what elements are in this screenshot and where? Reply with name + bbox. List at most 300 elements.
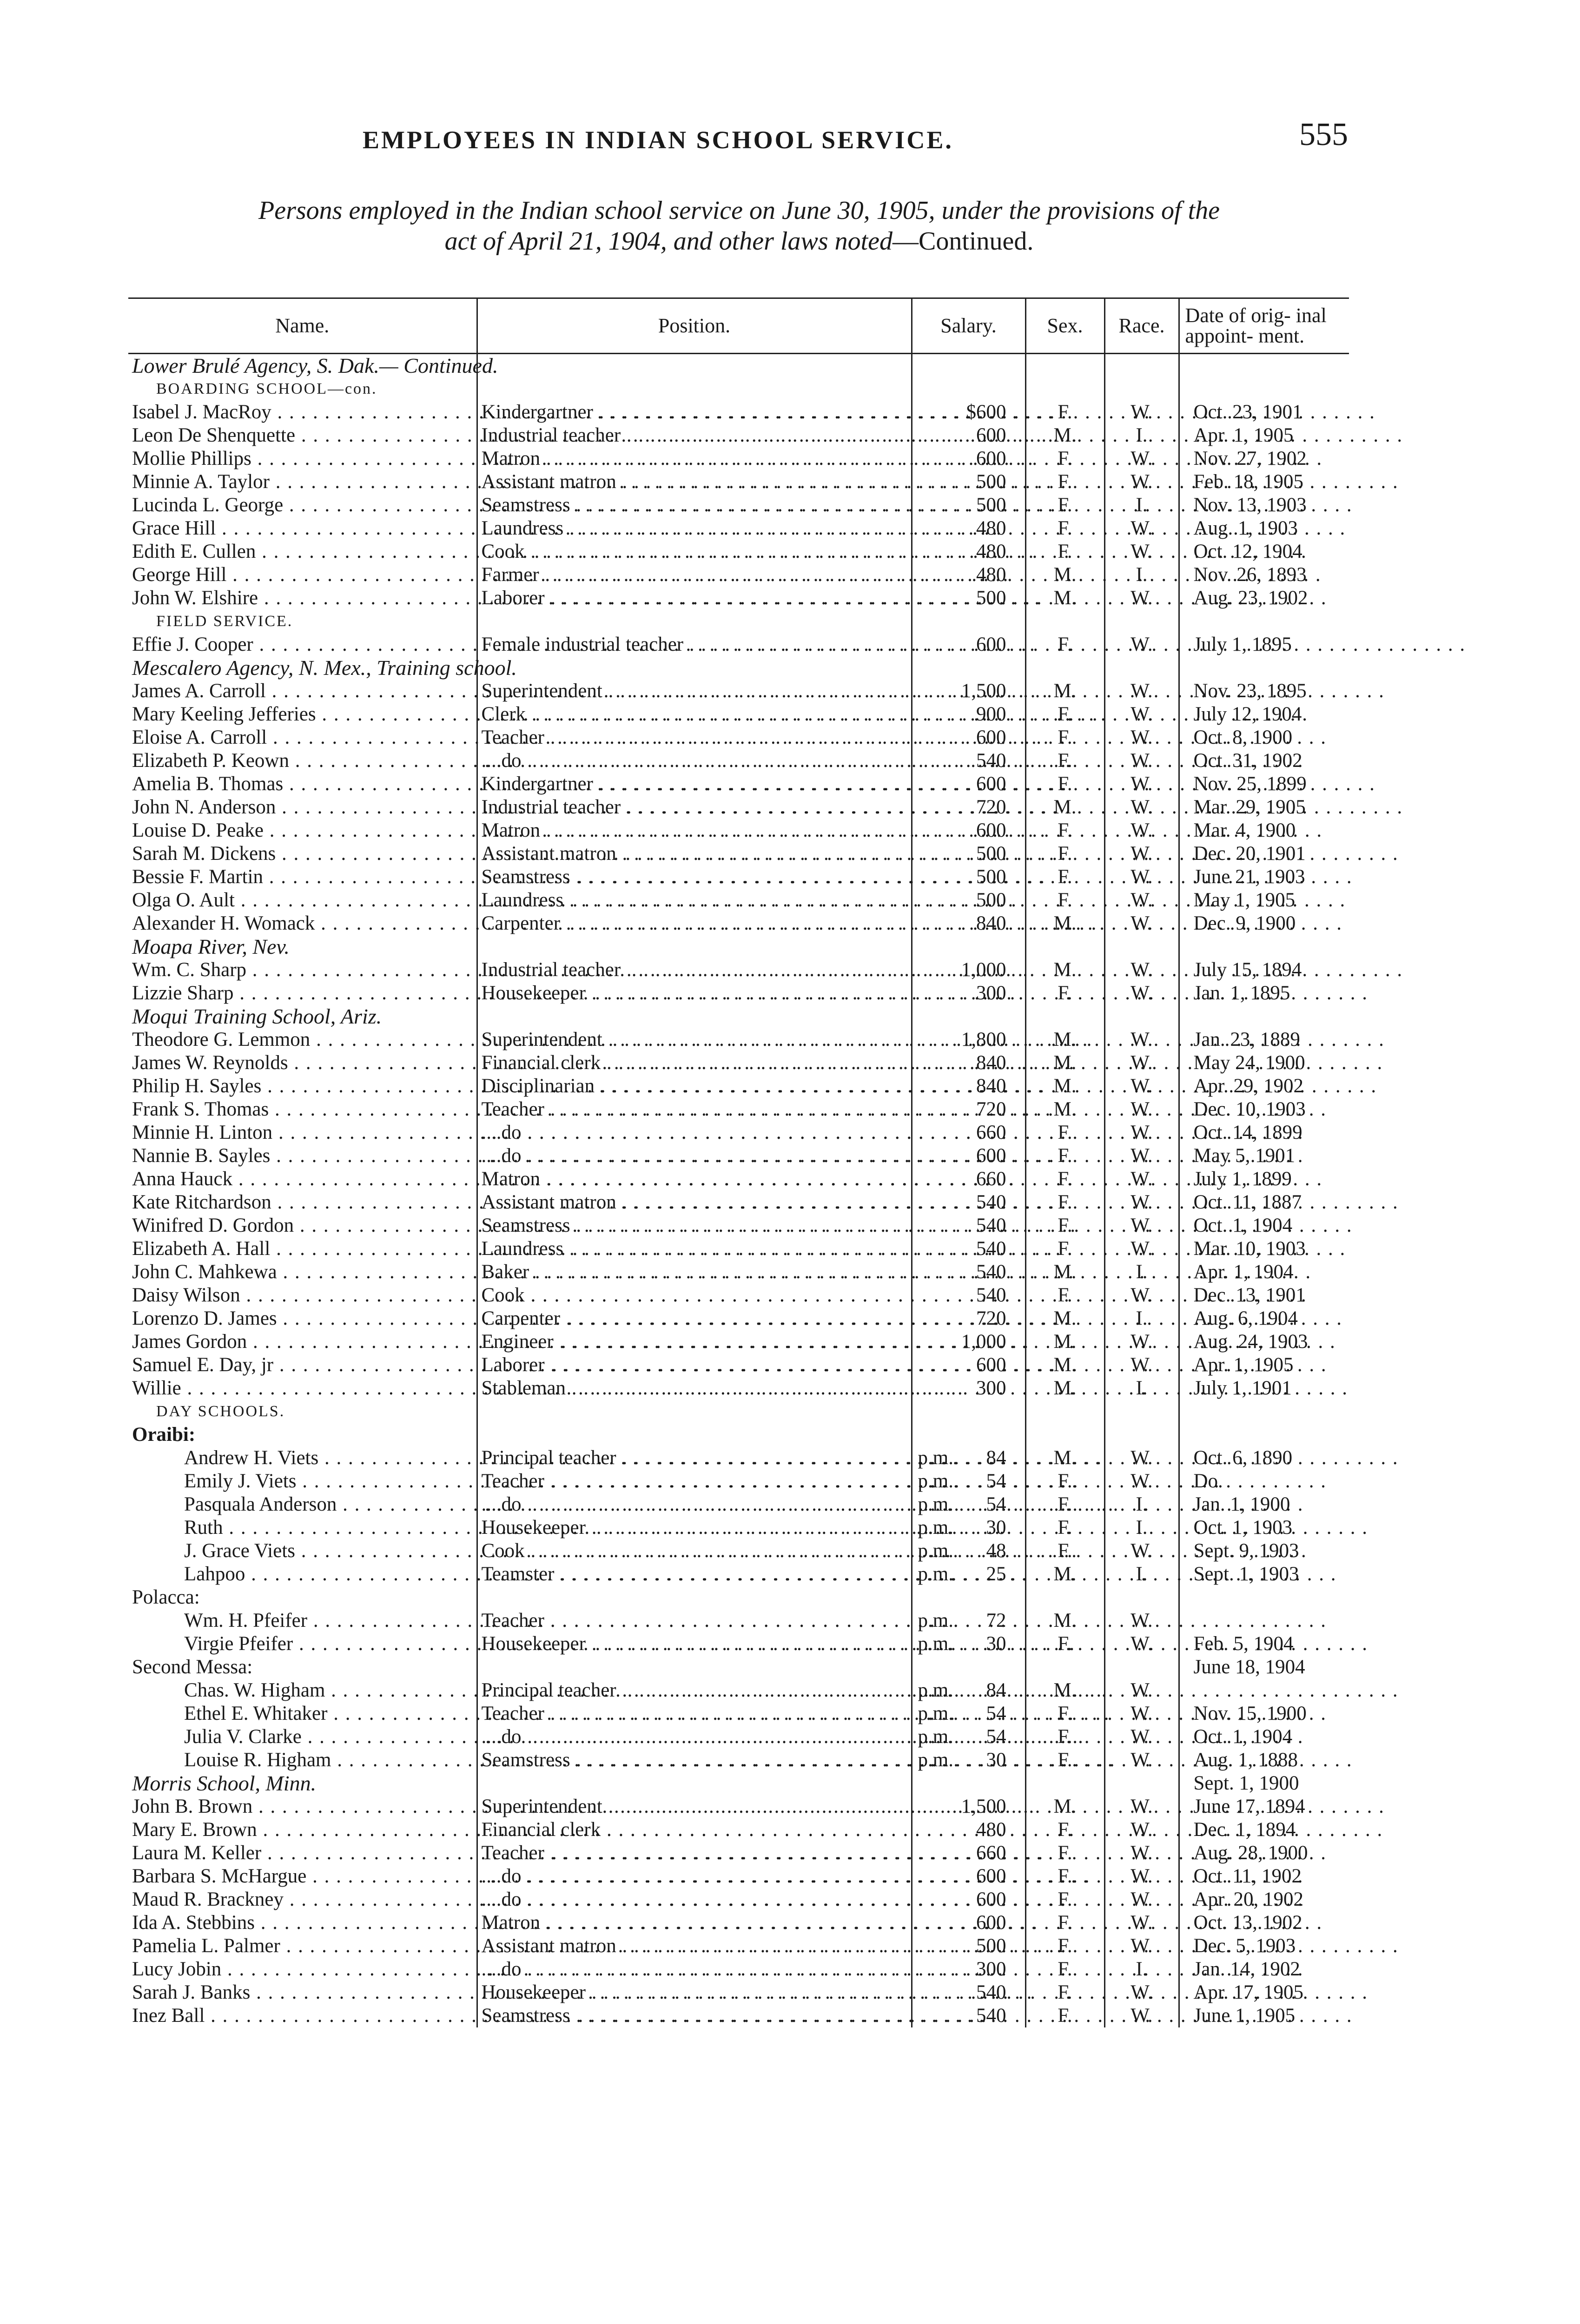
table-row [128, 726, 1349, 749]
table-row [128, 1725, 1349, 1749]
cell-salary-text: 600 [976, 1354, 1006, 1376]
cell-name [128, 703, 477, 726]
table-row [128, 1121, 1349, 1144]
cell-salary-text: 54 [986, 1703, 1006, 1724]
cell-position-text: ....do . . . [482, 1958, 1304, 1980]
cell-name [128, 1679, 477, 1702]
cell-name-text: Chas. W. Higham . . . [184, 1679, 1107, 1701]
cell-date-text: Aug. 28, 1900 [1193, 1842, 1308, 1864]
cell-name-text: James A. Carroll . . . [132, 680, 1048, 702]
cell-race-text: W. [1130, 982, 1153, 1004]
section-heading-row [128, 656, 1349, 680]
cell-sex-text: F. [1058, 1493, 1072, 1515]
cell-sex-text: F. [1058, 1958, 1072, 1980]
cell-salary-text: 30 [986, 1749, 1006, 1771]
cell-position-text: Female industrial teacher . . . [482, 634, 1466, 655]
cell-position [477, 1609, 912, 1632]
cell-position [477, 1958, 912, 1981]
cell-race-text: W. [1130, 1679, 1153, 1701]
cell-name [128, 1539, 477, 1563]
employee-table [128, 297, 1349, 2027]
cell-salary [912, 354, 1025, 378]
cell-salary-text: 840 [976, 1075, 1006, 1097]
cell-name-text: Eloise A. Carroll . . . [132, 726, 1049, 748]
cell-position-text: Principal teacher . . . [482, 1679, 1399, 1701]
cell-sex-text: F. [1058, 1749, 1072, 1771]
cell-position-text: Matron . . . [482, 1912, 1323, 1934]
section-heading-text: BOARDING SCHOOL—con. [156, 380, 377, 397]
cell-name-text: Isabel J. MacRoy . . . [132, 401, 1054, 423]
cell-position-text: Carpenter . . . [482, 912, 1343, 934]
cell-name-text: James W. Reynolds . . . [132, 1052, 1071, 1074]
cell-sex-text: F. [1058, 1122, 1072, 1143]
cell-position [477, 1888, 912, 1911]
cell-name-text: Emily J. Viets . . . [184, 1470, 1079, 1492]
cell-date-text: Sept. 1, 1900 [1193, 1772, 1299, 1794]
cell-sex-text: F. [1058, 726, 1072, 748]
cell-position [477, 1307, 912, 1330]
table-row [128, 982, 1349, 1005]
per-month-label: p.m. [918, 1749, 953, 1771]
cell-salary-text: 600 [976, 1865, 1006, 1887]
cell-race-text: W. [1130, 1888, 1153, 1910]
section-heading-text: Lower Brulé Agency, S. Dak.— Continued. [132, 354, 498, 377]
cell-name [128, 680, 477, 703]
table-row [128, 1539, 1349, 1563]
cell-name [128, 1353, 477, 1377]
employee-table-wrapper [128, 297, 1349, 2027]
cell-race [1104, 1656, 1179, 1679]
page-header [130, 116, 1348, 158]
cell-name-text: Inez Ball . . . [132, 2005, 987, 2027]
table-row [128, 680, 1349, 703]
col-header-position: Position. [477, 298, 912, 354]
cell-position [477, 401, 912, 424]
cell-race-text: W. [1130, 750, 1153, 772]
cell-position-text: Cook . . . [482, 1540, 1307, 1562]
cell-position-text: Seamstress . . . [482, 2005, 1353, 2027]
cell-sex-text: M. [1053, 1679, 1077, 1701]
cell-position [477, 1191, 912, 1214]
cell-date-text: Dec. 10, 1903 [1193, 1098, 1306, 1120]
col-header-salary: Salary. [912, 298, 1025, 354]
cell-position-text: Stableman . . . [482, 1377, 1349, 1399]
cell-position [477, 1516, 912, 1539]
cell-race-text: W. [1130, 2005, 1153, 2027]
cell-position [477, 680, 912, 703]
cell-sex [1025, 656, 1104, 680]
cell-date-text: Feb. 5, 1904 [1193, 1633, 1294, 1655]
cell-date-text: Mar. 10, 1903 [1193, 1238, 1306, 1260]
table-row [128, 1818, 1349, 1842]
cell-race-text: W. [1130, 1191, 1153, 1213]
cell-position [477, 377, 912, 401]
cell-date [1179, 1400, 1349, 1423]
cell-race-text: W. [1130, 959, 1153, 981]
cell-name-text: Andrew H. Viets . . . [184, 1447, 1101, 1469]
cell-position-text: Seamstress . . . [482, 494, 1353, 516]
cell-sex [1025, 354, 1104, 378]
cell-position [477, 1818, 912, 1842]
cell-salary-text: 720 [976, 1307, 1006, 1329]
cell-sex [1025, 1005, 1104, 1028]
table-row [128, 1516, 1349, 1539]
cell-position-text: ....do . . . [482, 1145, 1304, 1167]
cell-salary-text: 54 [986, 1470, 1006, 1492]
table-row [128, 1563, 1349, 1586]
cell-date [1179, 656, 1349, 680]
cell-position [477, 819, 912, 842]
cell-name-text: Bessie F. Martin . . . [132, 866, 1045, 888]
cell-race-text: W. [1130, 680, 1153, 702]
cell-salary-text: 600 [976, 424, 1006, 446]
cell-date-text: July 1, 1895 [1193, 634, 1292, 655]
cell-name [128, 819, 477, 842]
cell-sex-text: F. [1058, 819, 1072, 841]
cell-sex-text: M. [1053, 680, 1077, 702]
cell-position [477, 610, 912, 633]
cell-salary-text: 48 [986, 1540, 1006, 1562]
cell-name-text: Julia V. Clarke . . . [184, 1726, 1084, 1748]
cell-name [128, 1934, 477, 1958]
cell-salary [912, 656, 1025, 680]
cell-sex [1025, 935, 1104, 958]
cell-date-text: Dec. 13, 1901 [1193, 1284, 1306, 1306]
cell-salary-text: 300 [976, 982, 1006, 1004]
cell-race-text: W. [1130, 866, 1153, 888]
cell-name [128, 912, 477, 935]
cell-position-text: Clerk . . . [482, 703, 1309, 725]
cell-salary-text: 600 [976, 448, 1006, 469]
page-number: 555 [1299, 117, 1348, 152]
cell-position-text: ....do . . . [482, 1888, 1304, 1910]
cell-name-text: Sarah M. Dickens . . . [132, 843, 1058, 865]
table-row [128, 1795, 1349, 1818]
cell-name [128, 1470, 477, 1493]
cell-name [128, 1702, 477, 1725]
cell-position [477, 865, 912, 889]
cell-sex-text: F. [1058, 866, 1072, 888]
table-row [128, 633, 1349, 656]
section-heading [128, 1586, 477, 1609]
cell-sex-text: M. [1053, 1098, 1077, 1120]
cell-name-text: Amelia B. Thomas . . . [132, 773, 1065, 795]
cell-name-text: Lorenzo D. James . . . [132, 1307, 1059, 1329]
cell-name [128, 1261, 477, 1284]
cell-name [128, 1749, 477, 1772]
cell-name-text: J. Grace Viets . . . [184, 1540, 1078, 1562]
cell-race-text: W. [1130, 401, 1153, 423]
cell-race-text: W. [1130, 889, 1153, 911]
cell-position [477, 563, 912, 587]
cell-position-text: Teacher . . . [482, 1098, 1327, 1120]
cell-date-text: Aug. 6, 1904 [1193, 1307, 1298, 1329]
cell-name-text: Ethel E. Whitaker . . . [184, 1703, 1110, 1724]
cell-sex [1025, 1772, 1104, 1795]
table-row [128, 1144, 1349, 1168]
cell-sex-text: F. [1058, 541, 1072, 562]
cell-position [477, 1400, 912, 1423]
cell-position [477, 1679, 912, 1702]
cell-date-text: July 12, 1904 [1193, 703, 1302, 725]
cell-name-text: Elizabeth P. Keown . . . [132, 750, 1071, 772]
cell-position [477, 1865, 912, 1888]
cell-name-text: Barbara S. McHargue . . . [132, 1865, 1089, 1887]
cell-salary [912, 610, 1025, 633]
cell-date-text: Oct. 12, 1904 [1193, 541, 1302, 562]
table-row [128, 1493, 1349, 1516]
section-heading-text: Moqui Training School, Ariz. [132, 1004, 382, 1028]
cell-name [128, 1795, 477, 1818]
cell-name-text: Alexander H. Womack . . . [132, 912, 1097, 934]
cell-race-text: W. [1130, 517, 1153, 539]
cell-position-text: Housekeeper . . . [482, 982, 1368, 1004]
cell-date [1179, 935, 1349, 958]
cell-sex-text: F. [1058, 1168, 1072, 1190]
cell-position [477, 1237, 912, 1261]
cell-salary-text: 600 [976, 1912, 1006, 1934]
cell-position [477, 2004, 912, 2027]
cell-salary-text: 840 [976, 1052, 1006, 1074]
table-row [128, 563, 1349, 587]
cell-salary-text: 540 [976, 750, 1006, 772]
cell-name-text: Minnie H. Linton . . . [132, 1122, 1055, 1143]
cell-sex-text: F. [1058, 889, 1072, 911]
cell-sex-text: F. [1058, 448, 1072, 469]
cell-salary-text: 84 [986, 1447, 1006, 1469]
cell-name [128, 1237, 477, 1261]
cell-salary-text: 72 [986, 1610, 1006, 1631]
cell-name-text: John N. Anderson . . . [132, 796, 1058, 818]
cell-position [477, 935, 912, 958]
table-row [128, 587, 1349, 610]
table-row [128, 819, 1349, 842]
section-heading [128, 354, 498, 378]
cell-position-text: ....do . . . [482, 1493, 1304, 1515]
cell-date-text: June 17, 1894 [1193, 1796, 1305, 1817]
cell-name [128, 1446, 477, 1470]
cell-race-text: W. [1130, 1703, 1153, 1724]
cell-position-text: Teacher . . . [482, 1703, 1327, 1724]
cell-sex-text: F. [1058, 471, 1072, 493]
cell-salary-text: 500 [976, 866, 1006, 888]
section-heading-row [128, 1656, 1349, 1679]
cell-name [128, 1725, 477, 1749]
cell-name-text: John W. Elshire . . . [132, 587, 1040, 609]
cell-sex-text: F. [1058, 1191, 1072, 1213]
table-row [128, 1098, 1349, 1121]
cell-race-text: W. [1130, 1447, 1153, 1469]
cell-position [477, 982, 912, 1005]
table-row [128, 424, 1349, 447]
cell-position-text: Engineer . . . [482, 1331, 1336, 1353]
cell-sex-text: M. [1053, 1354, 1077, 1376]
cell-name [128, 1888, 477, 1911]
cell-name-text: Laura M. Keller . . . [132, 1842, 1044, 1864]
cell-date-text: Apr. 17, 1905 [1193, 1981, 1303, 2003]
table-row [128, 1749, 1349, 1772]
cell-position-text: ....do . . . [482, 1122, 1304, 1143]
cell-race-text: W. [1130, 1865, 1153, 1887]
section-heading [128, 1656, 477, 1679]
cell-position [477, 1121, 912, 1144]
cell-date-text: Mar. 4, 1900 [1193, 819, 1296, 841]
cell-position-text: Laborer . . . [482, 1354, 1327, 1376]
cell-name-text: Maud R. Brackney . . . [132, 1888, 1066, 1910]
cell-name [128, 1842, 477, 1865]
cell-name-text: Lizzie Sharp . . . [132, 982, 1016, 1004]
table-row [128, 1028, 1349, 1051]
cell-position [477, 1446, 912, 1470]
cell-date [1179, 1586, 1349, 1609]
cell-name [128, 1911, 477, 1934]
cell-race [1104, 377, 1179, 401]
cell-date-text: Apr. 1, 1904 [1193, 1261, 1294, 1283]
cell-name [128, 1191, 477, 1214]
cell-race-text: W. [1130, 773, 1153, 795]
cell-name-text: Elizabeth A. Hall . . . [132, 1238, 1052, 1260]
cell-sex-text: M. [1053, 1377, 1077, 1399]
cell-position [477, 1028, 912, 1051]
table-row [128, 1237, 1349, 1261]
cell-name-text: Grace Hill . . . [132, 517, 998, 539]
cell-position-text: Superintendent . . . [482, 1796, 1385, 1817]
cell-name-text: Philip H. Sayles . . . [132, 1075, 1044, 1097]
table-row [128, 1934, 1349, 1958]
cell-position-text: Matron . . . [482, 1168, 1323, 1190]
cell-date-text: Aug. 24, 1903 [1193, 1331, 1308, 1353]
cell-race-text: W. [1130, 1842, 1153, 1864]
cell-name-text: Theodore G. Lemmon . . . [132, 1029, 1092, 1050]
cell-sex-text: M. [1053, 1563, 1077, 1585]
cell-position [477, 912, 912, 935]
per-month-label: p.m. [918, 1517, 953, 1538]
cell-race [1104, 1423, 1179, 1446]
table-row [128, 1958, 1349, 1981]
cell-position [477, 1795, 912, 1818]
cell-date-text: Jan. 1, 1895 [1193, 982, 1290, 1004]
cell-salary-text: 540 [976, 1191, 1006, 1213]
cell-date-text: Sept. 1, 1903 [1193, 1563, 1299, 1585]
cell-position [477, 726, 912, 749]
table-row [128, 1168, 1349, 1191]
cell-salary-text: 900 [976, 703, 1006, 725]
cell-salary-text: 500 [976, 471, 1006, 493]
per-month-label: p.m. [918, 1447, 953, 1469]
cell-date [1179, 1656, 1349, 1679]
cell-salary-text: 600 [976, 1888, 1006, 1910]
cell-position [477, 447, 912, 470]
cell-date-text: Nov. 25, 1899 [1193, 773, 1307, 795]
cell-sex-text: F. [1058, 1703, 1072, 1724]
cell-position [477, 958, 912, 982]
cell-position [477, 517, 912, 540]
per-month-label: p.m. [918, 1703, 953, 1724]
cell-position [477, 1539, 912, 1563]
cell-name [128, 1028, 477, 1051]
cell-race-text: I. [1136, 1493, 1148, 1515]
cell-position-text: Laundress . . . [482, 517, 1346, 539]
cell-name [128, 2004, 477, 2027]
table-row [128, 1446, 1349, 1470]
cell-salary [912, 377, 1025, 401]
cell-position [477, 1632, 912, 1656]
cell-salary-text: 660 [976, 1842, 1006, 1864]
cell-name-text: Mary Keeling Jefferies . . . [132, 703, 1098, 725]
cell-race-text: I. [1136, 1517, 1148, 1538]
section-heading-row [128, 1772, 1349, 1795]
cell-salary [912, 1400, 1025, 1423]
cell-position-text: Kindergartner . . . [482, 773, 1375, 795]
per-month-label: p.m. [918, 1679, 953, 1701]
cell-position [477, 1911, 912, 1934]
cell-position-text: Industrial teacher . . . [482, 796, 1403, 818]
cell-race-text: W. [1130, 1029, 1153, 1050]
cell-salary-text: $600 [966, 401, 1006, 423]
cell-name [128, 1377, 477, 1400]
cell-name [128, 1958, 477, 1981]
cell-name [128, 1632, 477, 1656]
cell-sex-text: F. [1058, 1842, 1072, 1864]
section-heading-text: Moapa River, Nev. [132, 935, 290, 958]
cell-date [1179, 610, 1349, 633]
cell-name [128, 401, 477, 424]
table-row [128, 796, 1349, 819]
cell-position-text: Teamster . . . [482, 1563, 1337, 1585]
cell-position-text: Matron . . . [482, 448, 1323, 469]
cell-sex-text: F. [1058, 703, 1072, 725]
cell-position [477, 842, 912, 865]
cell-sex-text: F. [1058, 1819, 1072, 1841]
cell-sex-text: F. [1058, 1145, 1072, 1167]
cell-date-text: Aug. 1, 1903 [1193, 517, 1298, 539]
cell-position [477, 1981, 912, 2004]
cell-position-text: Superintendent . . . [482, 680, 1385, 702]
section-heading-text: Mescalero Agency, N. Mex., Training school. [132, 656, 517, 680]
cell-date-text: Dec. 5, 1903 [1193, 1935, 1296, 1957]
cell-name [128, 796, 477, 819]
per-month-label: p.m. [918, 1633, 953, 1655]
cell-position-text: Housekeeper . . . [482, 1633, 1368, 1655]
cell-name-text: John B. Brown . . . [132, 1796, 1035, 1817]
cell-sex-text: M. [1053, 1029, 1077, 1050]
cell-name [128, 1609, 477, 1632]
cell-position [477, 1005, 912, 1028]
cell-sex-text: F. [1058, 1888, 1072, 1910]
cell-race-text: W. [1130, 1633, 1153, 1655]
cell-sex-text: M. [1053, 1052, 1077, 1074]
cell-salary [912, 1005, 1025, 1028]
cell-race-text: I. [1136, 564, 1148, 586]
cell-position [477, 1470, 912, 1493]
section-heading [128, 1772, 477, 1795]
cell-race-text: W. [1130, 1819, 1153, 1841]
cell-position-text: Assistant matron . . . [482, 1935, 1399, 1957]
cell-name-text: Lucinda L. George . . . [132, 494, 1065, 516]
cell-race-text: W. [1130, 796, 1153, 818]
cell-position [477, 1075, 912, 1098]
cell-name [128, 1051, 477, 1075]
cell-position [477, 1493, 912, 1516]
caption-line-1: Persons employed in the Indian school service on June 30, 1905, under the provisions of the [258, 196, 1220, 225]
cell-position [477, 1725, 912, 1749]
cell-race [1104, 610, 1179, 633]
cell-race [1104, 1400, 1179, 1423]
cell-name [128, 1981, 477, 2004]
section-heading [128, 1423, 477, 1446]
table-row [128, 2004, 1349, 2027]
cell-race [1104, 1772, 1179, 1795]
